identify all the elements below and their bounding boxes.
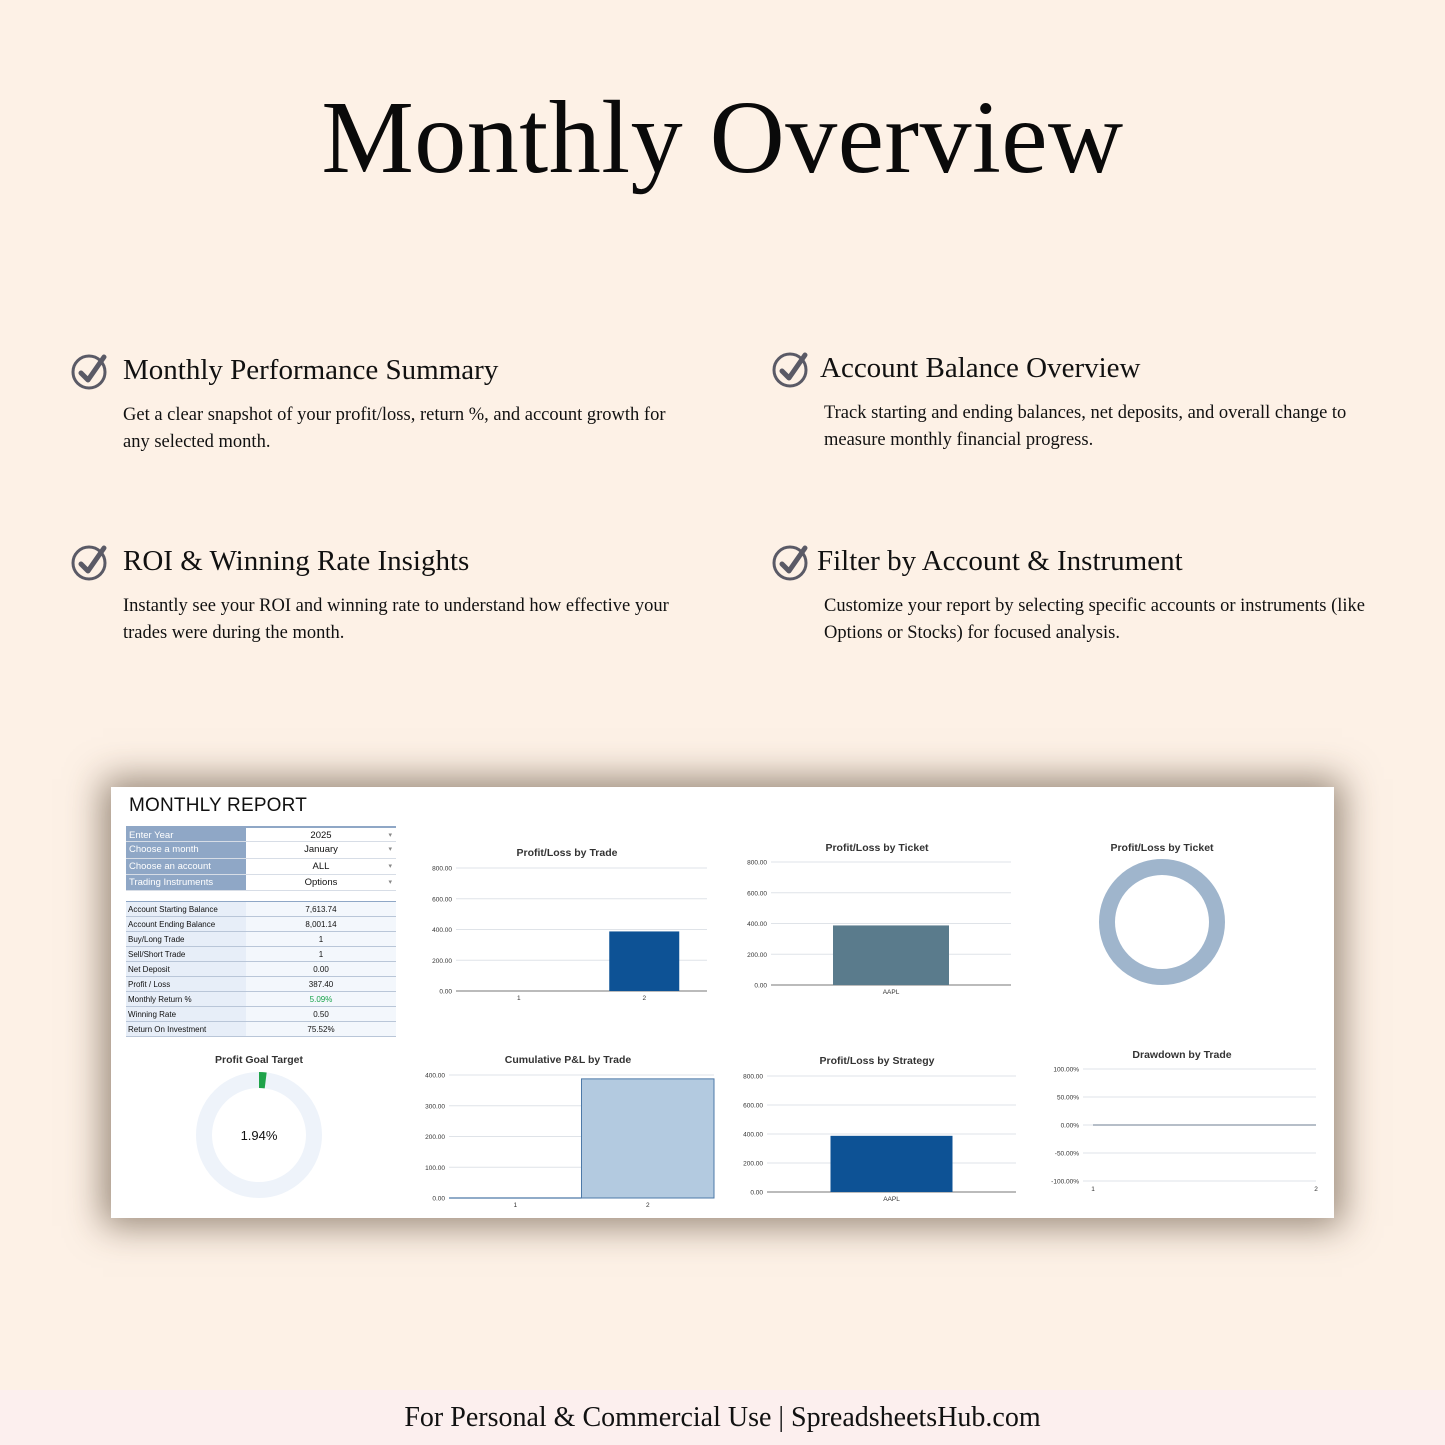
- y-tick-label: 400.00: [743, 1131, 763, 1139]
- y-tick-label: 600.00: [432, 896, 452, 904]
- x-tick-label: 2: [642, 995, 647, 1002]
- report-title: MONTHLY REPORT: [129, 795, 308, 816]
- chevron-down-icon: ▾: [388, 846, 392, 854]
- table-row: Profit / Loss 387.40: [126, 977, 396, 992]
- y-tick-label: 800.00: [743, 1073, 763, 1081]
- table-row: Net Deposit 0.00: [126, 962, 396, 977]
- y-tick-label: 800.00: [432, 865, 452, 873]
- y-tick-label: 600.00: [743, 1102, 763, 1110]
- feature-heading: Filter by Account & Instrument: [817, 545, 1183, 577]
- bar: [609, 931, 679, 991]
- feature-description: Instantly see your ROI and winning rate to understand how effective your trades were during the month.: [123, 596, 669, 643]
- table-row: Winning Rate 0.50: [126, 1007, 396, 1022]
- instrument-select[interactable]: Options ▾: [246, 875, 396, 890]
- footer: For Personal & Commercial Use | SpreadsheetsHub.com: [0, 1390, 1445, 1445]
- y-tick-label: -50.00%: [1054, 1150, 1079, 1158]
- page-title: Monthly Overview: [321, 80, 1124, 195]
- x-tick-label: 1: [513, 1202, 518, 1209]
- control-label: Choose a month: [126, 842, 246, 857]
- bar: [831, 1136, 953, 1192]
- y-tick-label: 50.00%: [1056, 1094, 1079, 1102]
- chart-title-pl-ticket: Profit/Loss by Ticket: [825, 842, 929, 854]
- chart-title-pl-trade: Profit/Loss by Trade: [516, 847, 618, 859]
- y-tick-label: 0.00: [432, 1195, 445, 1203]
- chart-title-strategy: Profit/Loss by Strategy: [819, 1055, 935, 1067]
- x-tick-label: 1: [1091, 1186, 1095, 1193]
- chevron-down-icon: ▾: [388, 832, 392, 839]
- feature-description: Customize your report by selecting specific accounts or instruments (like Options or Stocks) for focused analysis.: [824, 596, 1365, 643]
- table-row: Monthly Return % 5.09%: [126, 992, 396, 1007]
- table-row: Account Starting Balance 7,613.74: [126, 902, 396, 917]
- y-tick-label: 600.00: [747, 890, 767, 898]
- chart-title-profit-goal: Profit Goal Target: [215, 1054, 303, 1066]
- table-row: Buy/Long Trade 1: [126, 932, 396, 947]
- chart-title-drawdown: Drawdown by Trade: [1132, 1049, 1232, 1061]
- check-circle-icon: [71, 543, 111, 583]
- y-tick-label: 300.00: [425, 1103, 445, 1111]
- y-tick-label: 0.00: [750, 1189, 763, 1197]
- account-select[interactable]: ALL ▾: [246, 859, 396, 874]
- y-tick-label: -100.00%: [1051, 1178, 1079, 1186]
- table-row: Account Ending Balance 8,001.14: [126, 917, 396, 932]
- x-tick-label: 1: [516, 995, 521, 1002]
- y-tick-label: 200.00: [743, 1160, 763, 1168]
- area-segment: [582, 1079, 715, 1198]
- x-tick-label: 2: [645, 1202, 650, 1209]
- table-row: Return On Investment 75.52%: [126, 1022, 396, 1037]
- chevron-down-icon: ▾: [388, 878, 392, 886]
- check-circle-icon: [772, 350, 812, 390]
- profit-goal-label: 1.94%: [240, 1128, 278, 1143]
- feature-description: Get a clear snapshot of your profit/loss, return %, and account growth for any selected month.: [123, 405, 666, 452]
- table-row: Sell/Short Trade 1: [126, 947, 396, 962]
- check-circle-icon: [71, 352, 111, 392]
- y-tick-label: 800.00: [747, 859, 767, 867]
- month-select[interactable]: January ▾: [246, 842, 396, 857]
- monthly-report-panel: [111, 787, 1334, 1218]
- y-tick-label: 200.00: [425, 1134, 445, 1141]
- pie-slice: [1107, 867, 1217, 977]
- chart-title-pl-ticket-donut: Profit/Loss by Ticket: [1110, 842, 1214, 854]
- feature-heading: ROI & Winning Rate Insights: [123, 545, 470, 577]
- y-tick-label: 400.00: [432, 927, 452, 934]
- feature-description: Track starting and ending balances, net deposits, and overall change to measure monthly financial progress.: [824, 403, 1347, 450]
- x-tick-label: AAPL: [883, 1196, 900, 1203]
- x-tick-label: 2: [1314, 1186, 1318, 1193]
- y-tick-label: 0.00: [754, 982, 767, 990]
- feature-heading: Account Balance Overview: [820, 352, 1141, 384]
- x-tick-label: AAPL: [882, 989, 900, 996]
- control-label: Choose an account: [126, 859, 246, 874]
- y-tick-label: 100.00%: [1053, 1066, 1079, 1074]
- charts-canvas: [111, 787, 1334, 1218]
- y-tick-label: 400.00: [425, 1072, 445, 1080]
- year-select[interactable]: 2025 ▾: [246, 828, 396, 841]
- y-tick-label: 0.00%: [1060, 1122, 1079, 1130]
- feature-heading: Monthly Performance Summary: [123, 354, 499, 386]
- chart-title-cumulative: Cumulative P&L by Trade: [504, 1054, 632, 1066]
- check-circle-icon: [772, 543, 812, 583]
- y-tick-label: 400.00: [747, 921, 767, 928]
- control-label: Enter Year: [126, 828, 246, 841]
- y-tick-label: 200.00: [747, 951, 767, 959]
- chevron-down-icon: ▾: [388, 862, 392, 870]
- y-tick-label: 100.00: [425, 1164, 445, 1172]
- bar: [833, 925, 949, 985]
- y-tick-label: 200.00: [432, 957, 452, 965]
- control-label: Trading Instruments: [126, 875, 246, 890]
- y-tick-label: 0.00: [439, 988, 452, 996]
